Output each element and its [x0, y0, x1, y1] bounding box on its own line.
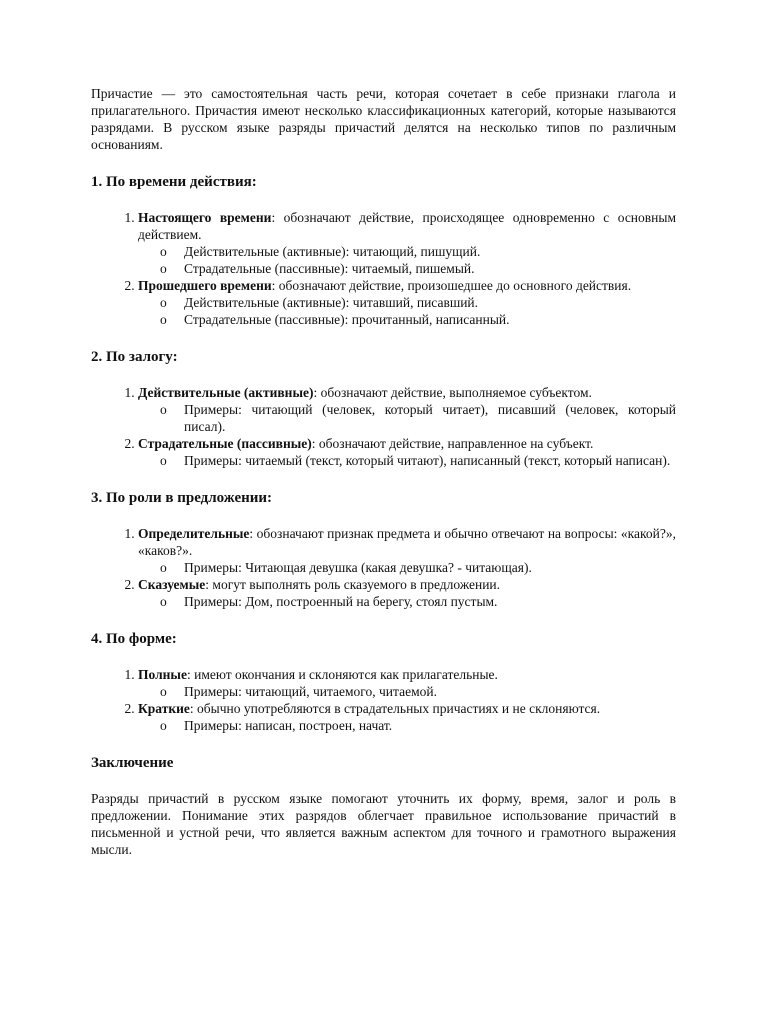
item-term: Действительные (активные) — [138, 385, 314, 400]
bullet-icon: o — [160, 402, 167, 417]
item-text: : могут выполнять роль сказуемого в предложении. — [205, 577, 501, 592]
list-item — [138, 700, 676, 734]
item-term: Настоящего времени — [138, 210, 272, 225]
list-item — [138, 666, 676, 700]
item-text: : обозначают признак предмета и обычно отвечают на вопросы: «какой?», «каков?». — [138, 526, 676, 558]
sublist — [138, 401, 676, 435]
item-text: : обычно употребляются в страдательных причастиях и не склоняются. — [189, 701, 601, 716]
sublist — [138, 593, 676, 610]
sublist-item: o Действительные (активные): читавший, писавший. — [160, 295, 479, 310]
sublist — [138, 559, 676, 576]
item-text: : обозначают действие, происходящее одновременно с основным действием. — [138, 210, 676, 242]
bullet-icon: o — [160, 244, 167, 259]
sublist-item: o Страдательные (пассивные): читаемый, пишемый. — [160, 261, 475, 276]
item-term: Краткие — [138, 701, 190, 716]
section-heading-role: 3. По роли в предложении: — [91, 490, 273, 506]
list-item — [138, 576, 676, 610]
item-term: Страдательные (пассивные) — [138, 436, 312, 451]
sublist-item: o Действительные (активные): читающий, пишущий. — [160, 244, 481, 259]
item-text: : имеют окончания и склоняются как прилагательные. — [186, 667, 498, 682]
section-heading-time: 1. По времени действия: — [91, 174, 257, 190]
list-item — [138, 277, 676, 328]
item-term: Сказуемые — [138, 577, 206, 592]
bullet-icon: o — [160, 261, 167, 276]
bullet-icon: o — [160, 718, 167, 733]
item-text: : обозначают действие, произошедшее до основного действия. — [271, 278, 632, 293]
section-heading-form: 4. По форме: — [91, 631, 177, 647]
item-term: Прошедшего времени — [138, 278, 272, 293]
item-term: Определительные — [138, 526, 250, 541]
item-term: Полные — [138, 667, 187, 682]
bullet-icon: o — [160, 594, 167, 609]
list-item — [138, 384, 676, 435]
bullet-icon: o — [160, 312, 167, 327]
sublist-item: o Примеры: читаемый (текст, который читают), написанный (текст, который написан). — [160, 453, 671, 468]
item-text: : обозначают действие, направленное на субъект. — [311, 436, 594, 451]
bullet-icon: o — [160, 684, 167, 699]
list-item — [138, 525, 676, 576]
sublist — [138, 683, 676, 700]
list-form — [91, 666, 676, 734]
sublist — [138, 452, 676, 469]
bullet-icon: o — [160, 295, 167, 310]
sublist — [138, 243, 676, 277]
bullet-icon: o — [160, 560, 167, 575]
list-voice — [91, 384, 676, 469]
sublist-item: o Примеры: Читающая девушка (какая девушка? - читающая). — [160, 560, 532, 575]
sublist-item: o Страдательные (пассивные): прочитанный, написанный. — [160, 312, 510, 327]
document-page — [91, 85, 676, 858]
section-heading-voice: 2. По залогу: — [91, 349, 178, 365]
sublist-item: o Примеры: Дом, построенный на берегу, стоял пустым. — [160, 594, 498, 609]
intro-paragraph: Причастие — это самостоятельная часть речи, которая сочетает в себе признаки глагола и прилагательного. Причастия имеют несколько классификационных категорий, которые называются разрядами. В русском языке разряды причастий делятся на несколько типов по различным основаниям. — [91, 86, 676, 152]
sublist-item: o Примеры: читающий, читаемого, читаемой. — [160, 684, 437, 699]
bullet-icon: o — [160, 453, 167, 468]
list-item — [138, 209, 676, 277]
sublist-item: o Примеры: написан, построен, начат. — [160, 718, 393, 733]
sublist-item: o Примеры: читающий (человек, который читает), писавший (человек, который писал). — [160, 402, 676, 434]
sublist — [138, 717, 676, 734]
item-text: : обозначают действие, выполняемое субъектом. — [313, 385, 592, 400]
list-time — [91, 209, 676, 328]
conclusion-heading: Заключение — [91, 755, 174, 771]
list-role — [91, 525, 676, 610]
list-item — [138, 435, 676, 469]
conclusion-paragraph: Разряды причастий в русском языке помогают уточнить их форму, время, залог и роль в предложении. Понимание этих разрядов облегчает правильное использование причастий в письменной и устной речи, что является важным аспектом для точного и грамотного выражения мысли. — [91, 791, 676, 857]
sublist — [138, 294, 676, 328]
